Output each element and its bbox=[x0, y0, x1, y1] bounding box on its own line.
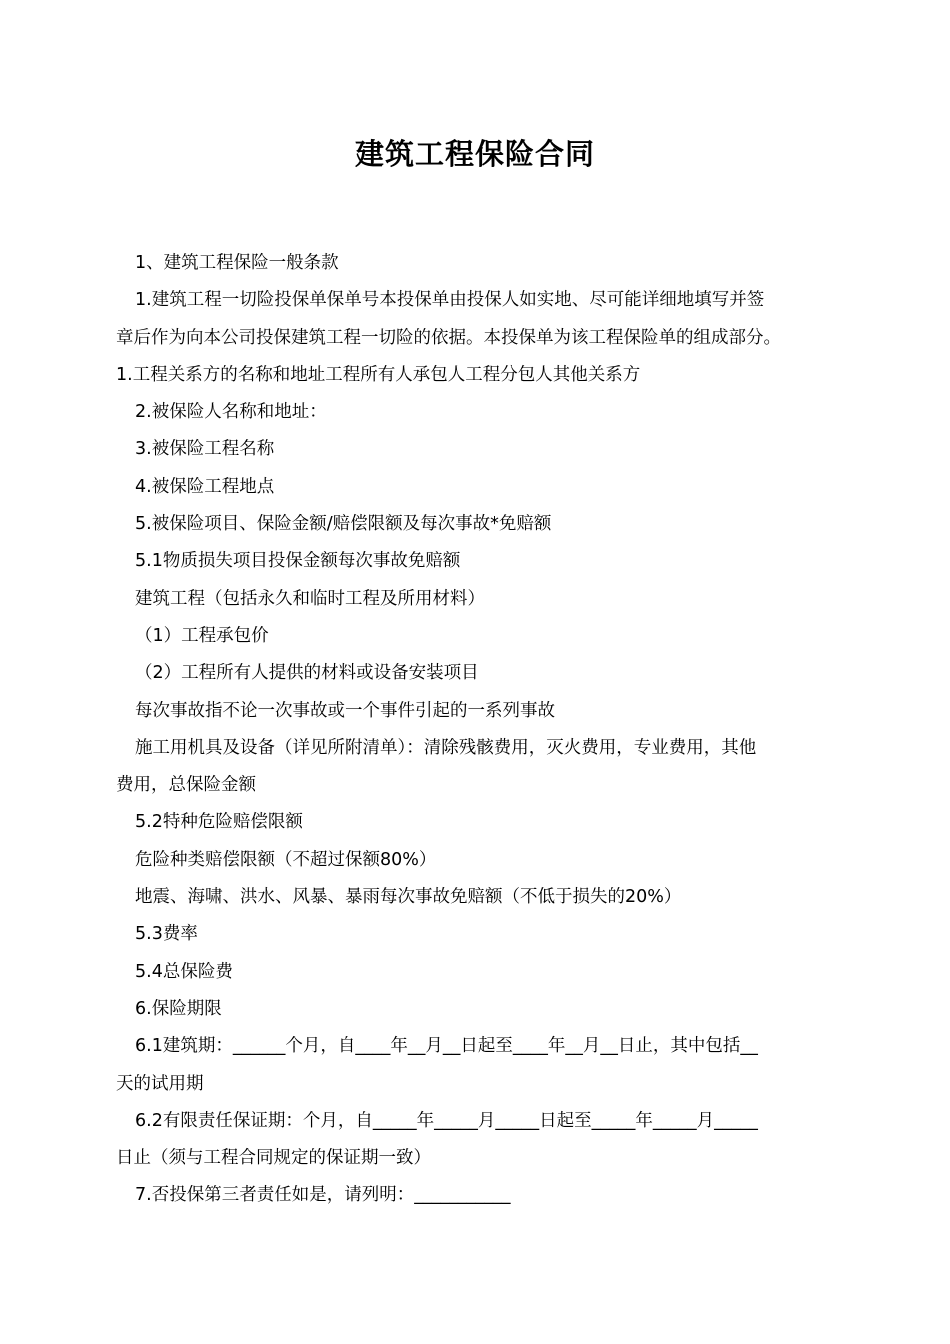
paragraph-line: 6.2有限责任保证期：个月，自_____年_____月_____日起至_____年_____月_____ bbox=[135, 1110, 758, 1131]
paragraph-line: 1.建筑工程一切险投保单保单号本投保单由投保人如实地、尽可能详细地填写并签 bbox=[135, 290, 765, 311]
paragraph-line: 6.保险期限 bbox=[135, 998, 222, 1019]
paragraph-line: 4.被保险工程地点 bbox=[135, 476, 275, 497]
paragraph-line: 天的试用期 bbox=[116, 1073, 204, 1094]
paragraph-line: 1.工程关系方的名称和地址工程所有人承包人工程分包人其他关系方 bbox=[116, 364, 641, 385]
paragraph-line: 地震、海啸、洪水、风暴、暴雨每次事故免赔额（不低于损失的20%） bbox=[135, 887, 682, 908]
paragraph-line: 建筑工程（包括永久和临时工程及所用材料） bbox=[135, 588, 485, 609]
paragraph-line: 5.4总保险费 bbox=[135, 961, 233, 982]
paragraph-line: 每次事故指不论一次事故或一个事件引起的一系列事故 bbox=[135, 700, 555, 721]
paragraph-line: 费用，总保险金额 bbox=[116, 775, 256, 796]
paragraph-line: 5.3费率 bbox=[135, 924, 198, 945]
paragraph-line: 5.被保险项目、保险金额/赔偿限额及每次事故*免赔额 bbox=[135, 514, 552, 535]
paragraph-line: 5.2特种危险赔偿限额 bbox=[135, 812, 303, 833]
paragraph-line: 危险种类赔偿限额（不超过保额80%） bbox=[135, 849, 437, 870]
paragraph-line: 6.1建筑期：______个月，自____年__月__日起至____年__月__日止，其中包括__ bbox=[135, 1036, 758, 1057]
paragraph-line: 2.被保险人名称和地址： bbox=[135, 402, 327, 423]
document-title: 建筑工程保险合同 bbox=[354, 137, 595, 171]
paragraph-line: 7.否投保第三者责任如是，请列明：___________ bbox=[135, 1185, 511, 1206]
paragraph-line: 日止（须与工程合同规定的保证期一致） bbox=[116, 1148, 431, 1169]
paragraph-line: 5.1物质损失项目投保金额每次事故免赔额 bbox=[135, 551, 461, 572]
paragraph-line: 章后作为向本公司投保建筑工程一切险的依据。本投保单为该工程保险单的组成部分。 bbox=[116, 327, 781, 348]
document-body bbox=[116, 245, 851, 1215]
paragraph-line: （2）工程所有人提供的材料或设备安装项目 bbox=[135, 663, 479, 684]
paragraph-line: 3.被保险工程名称 bbox=[135, 439, 275, 460]
paragraph-line: 施工用机具及设备（详见所附清单）：清除残骸费用，灭火费用，专业费用，其他 bbox=[135, 737, 757, 758]
paragraph-line: 1、建筑工程保险一般条款 bbox=[135, 253, 339, 273]
paragraph-line: （1）工程承包价 bbox=[135, 625, 269, 646]
